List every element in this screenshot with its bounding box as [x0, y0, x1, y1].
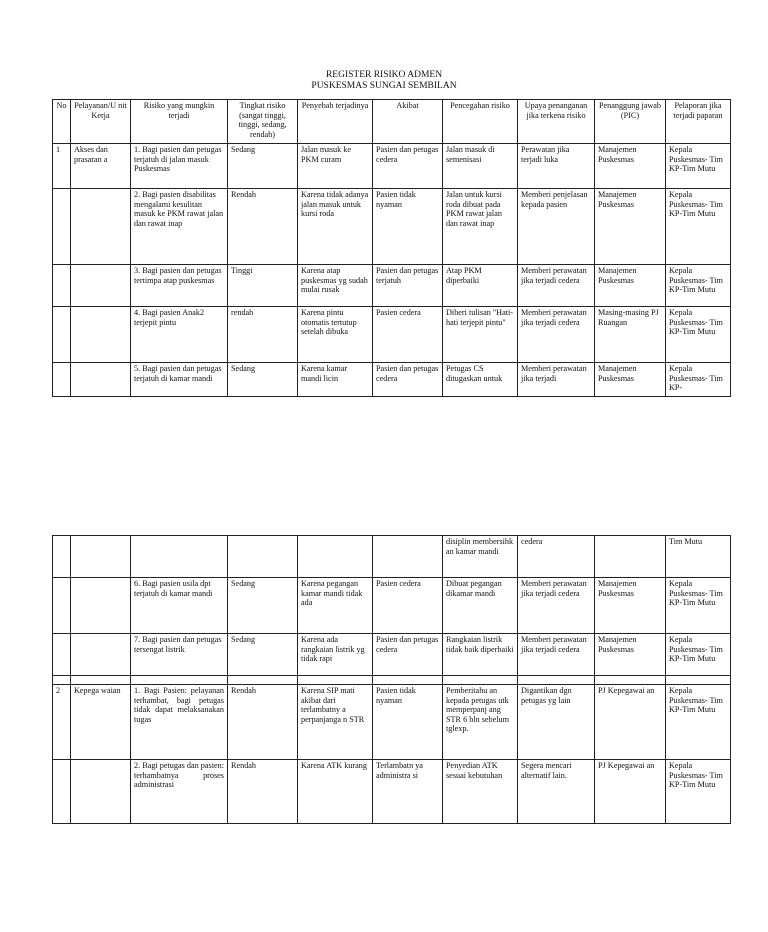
- prevention-cell: Dibuat pegangan dikamar mandi: [443, 578, 518, 634]
- prevention-cell: disiplin membersihk an kamar mandi: [443, 536, 518, 578]
- no-cell: [53, 307, 71, 363]
- no-cell: [53, 634, 71, 676]
- unit-cell: [71, 265, 131, 307]
- table-row-continued: [53, 536, 731, 578]
- unit-cell: [71, 536, 131, 578]
- table-row: [53, 189, 731, 265]
- header-unit: Pelayanan/U nit Kerja: [71, 100, 131, 144]
- empty-cell: [298, 676, 373, 685]
- pic-cell: Manajemen Puskesmas: [595, 265, 666, 307]
- prevention-cell: Pemberitahu an kepada petugas utk memperpanj ang STR 6 bln sebelum tglexp.: [443, 685, 518, 760]
- handling-cell: Memberi perawatan jika terjadi cedera: [518, 307, 595, 363]
- pic-cell: Manajemen Puskesmas: [595, 578, 666, 634]
- handling-cell: Memberi penjelasan kepada pasien: [518, 189, 595, 265]
- risk-cell: 1. Bagi pasien dan petugas terjatuh di jalan masuk Puskesmas: [131, 144, 228, 189]
- unit-cell: [71, 634, 131, 676]
- reporting-cell: Kepala Puskesmas- Tim KP-Tim Mutu: [666, 144, 731, 189]
- cause-cell: Karena atap puskesmas yg sudah mulai rusak: [298, 265, 373, 307]
- table-row: [53, 578, 731, 634]
- risk-cell: 2. Bagi petugas dan pasien: terhambatnya proses administrasi: [131, 760, 228, 824]
- risk-cell: 5. Bagi pasien dan petugas terjatuh di kamar mandi: [131, 363, 228, 397]
- risk-cell: 4. Bagi pasien Anak2 terjepit pintu: [131, 307, 228, 363]
- pic-cell: Manajemen Puskesmas: [595, 189, 666, 265]
- cause-cell: Karena ATK kurang: [298, 760, 373, 824]
- level-cell: Sedang: [228, 578, 298, 634]
- header-level: Tingkat risiko (sangat tinggi, tinggi, sedang, rendah): [228, 100, 298, 144]
- handling-cell: Perawatan jika terjadi luka: [518, 144, 595, 189]
- effect-cell: Pasien dan petugas cedera: [373, 634, 443, 676]
- table-row: [53, 634, 731, 676]
- empty-cell: [595, 676, 666, 685]
- cause-cell: Karena ada rangkaian listrik yg tidak rapi: [298, 634, 373, 676]
- pic-cell: PJ Kepegawai an: [595, 685, 666, 760]
- no-cell: [53, 578, 71, 634]
- no-cell: [53, 536, 71, 578]
- document-title: REGISTER RISIKO ADMEN: [325, 70, 443, 80]
- effect-cell: Terlambatn ya administra si: [373, 760, 443, 824]
- effect-cell: Pasien dan petugas terjatuh: [373, 265, 443, 307]
- handling-cell: cedera: [518, 536, 595, 578]
- header-effect: Akibat: [373, 100, 443, 144]
- no-cell: [53, 760, 71, 824]
- prevention-cell: Jalan untuk kursi roda dibuat pada PKM rawat jalan dan rawat inap: [443, 189, 518, 265]
- header-prevention: Pencegahan risiko: [443, 100, 518, 144]
- no-cell: [53, 265, 71, 307]
- unit-cell: [71, 363, 131, 397]
- reporting-cell: Kepala Puskesmas- Tim KP-Tim Mutu: [666, 685, 731, 760]
- cause-cell: Karena SIP mati akibat dari terlambatny a perpanjanga n STR: [298, 685, 373, 760]
- cause-cell: Karena pegangan kamar mandi tidak ada: [298, 578, 373, 634]
- prevention-cell: Jalan masuk di semenisasi: [443, 144, 518, 189]
- table-row: [53, 307, 731, 363]
- reporting-cell: Kepala Puskesmas- Tim KP-Tim Mutu: [666, 307, 731, 363]
- header-handling: Upaya penanganan jika terkena risiko: [518, 100, 595, 144]
- reporting-cell: Kepala Puskesmas- Tim KP-Tim Mutu: [666, 634, 731, 676]
- pic-cell: Manajemen Puskesmas: [595, 144, 666, 189]
- cause-cell: [298, 536, 373, 578]
- empty-cell: [131, 676, 228, 685]
- risk-cell: 1. Bagi Pasien: pelayanan terhambat, bagi petugas tidak dapat melaksanakan tugas: [131, 685, 228, 760]
- effect-cell: Pasien cedera: [373, 578, 443, 634]
- effect-cell: Pasien dan petugas cedera: [373, 363, 443, 397]
- effect-cell: Pasien cedera: [373, 307, 443, 363]
- cause-cell: Karena tidak adanya jalan masuk untuk kursi roda: [298, 189, 373, 265]
- prevention-cell: Atap PKM diperbaiki: [443, 265, 518, 307]
- prevention-cell: Rangkaian listrik tidak baik diperbaiki: [443, 634, 518, 676]
- no-cell: 2: [53, 685, 71, 760]
- empty-cell: [443, 676, 518, 685]
- handling-cell: Memberi perawatan jika terjadi cedera: [518, 634, 595, 676]
- table-row: [53, 144, 731, 189]
- level-cell: Rendah: [228, 685, 298, 760]
- unit-cell: Akses dan prasaran a: [71, 144, 131, 189]
- table-row: [53, 760, 731, 824]
- effect-cell: Pasien dan petugas cedera: [373, 144, 443, 189]
- unit-cell: [71, 189, 131, 265]
- level-cell: Sedang: [228, 144, 298, 189]
- document-subtitle: PUSKESMAS SUNGAI SEMBILAN: [311, 81, 457, 91]
- risk-cell: 7. Bagi pasien dan petugas tersengat listrik: [131, 634, 228, 676]
- reporting-cell: Kepala Puskesmas- Tim KP-Tim Mutu: [666, 265, 731, 307]
- prevention-cell: Diberi tulisan "Hati-hati terjepit pintu": [443, 307, 518, 363]
- effect-cell: Pasien tidak nyaman: [373, 685, 443, 760]
- header-risk: Risiko yang mungkin terjadi: [131, 100, 228, 144]
- table-row: [53, 685, 731, 760]
- risk-register-table-part2: [52, 535, 731, 824]
- unit-cell: [71, 578, 131, 634]
- pic-cell: Masing-masing PJ Ruangan: [595, 307, 666, 363]
- level-cell: rendah: [228, 307, 298, 363]
- cause-cell: Jalan masuk ke PKM curam: [298, 144, 373, 189]
- empty-cell: [518, 676, 595, 685]
- reporting-cell: Kepala Puskesmas- Tim KP-: [666, 363, 731, 397]
- header-cause: Penyebab terjadinya: [298, 100, 373, 144]
- level-cell: Sedang: [228, 363, 298, 397]
- effect-cell: [373, 536, 443, 578]
- handling-cell: Digantikan dgn petugas yg lain: [518, 685, 595, 760]
- reporting-cell: Kepala Puskesmas- Tim KP-Tim Mutu: [666, 578, 731, 634]
- empty-cell: [228, 676, 298, 685]
- pic-cell: Manajemen Puskesmas: [595, 363, 666, 397]
- unit-cell: [71, 760, 131, 824]
- level-cell: Rendah: [228, 189, 298, 265]
- risk-cell: 3. Bagi pasien dan petugas tertimpa atap puskesmas: [131, 265, 228, 307]
- no-cell: [53, 189, 71, 265]
- risk-cell: [131, 536, 228, 578]
- spacer-row: [53, 676, 731, 685]
- reporting-cell: Kepala Puskesmas- Tim KP-Tim Mutu: [666, 189, 731, 265]
- header-pic: Penanggung jawab (PIC): [595, 100, 666, 144]
- level-cell: Rendah: [228, 760, 298, 824]
- no-cell: 1: [53, 144, 71, 189]
- handling-cell: Segera mencari alternatif lain.: [518, 760, 595, 824]
- prevention-cell: Penyedian ATK sesuai kebutuhan: [443, 760, 518, 824]
- reporting-cell: Kepala Puskesmas- Tim KP-Tim Mutu: [666, 760, 731, 824]
- prevention-cell: Petugas CS ditugaskan untuk: [443, 363, 518, 397]
- risk-register-table-part1: [52, 99, 731, 397]
- unit-cell: [71, 307, 131, 363]
- level-cell: Sedang: [228, 634, 298, 676]
- level-cell: [228, 536, 298, 578]
- handling-cell: Memberi perawatan jika terjadi: [518, 363, 595, 397]
- empty-cell: [373, 676, 443, 685]
- pic-cell: [595, 536, 666, 578]
- header-no: No: [53, 100, 71, 144]
- empty-cell: [666, 676, 731, 685]
- effect-cell: Pasien tidak nyaman: [373, 189, 443, 265]
- empty-cell: [71, 676, 131, 685]
- risk-cell: 6. Bagi pasien usila dpt terjatuh di kamar mandi: [131, 578, 228, 634]
- table-row: [53, 265, 731, 307]
- cause-cell: Karena pintu otomatis tertutup setelah dibuka: [298, 307, 373, 363]
- handling-cell: Memberi perawatan jika terjadi cedera: [518, 578, 595, 634]
- no-cell: [53, 363, 71, 397]
- header-reporting: Pelaporan jika terjadi paparan: [666, 100, 731, 144]
- risk-cell: 2. Bagi pasien disabilitas mengalami kesulitan masuk ke PKM rawat jalan dan rawat inap: [131, 189, 228, 265]
- empty-cell: [53, 676, 71, 685]
- handling-cell: Memberi perawatan jika terjadi cedera: [518, 265, 595, 307]
- reporting-cell: Tim Mutu: [666, 536, 731, 578]
- level-cell: Tinggi: [228, 265, 298, 307]
- cause-cell: Karena kamar mandi licin: [298, 363, 373, 397]
- pic-cell: PJ Kepegawai an: [595, 760, 666, 824]
- pic-cell: Manajemen Puskesmas: [595, 634, 666, 676]
- unit-cell: Kepega waian: [71, 685, 131, 760]
- table-header-row: [53, 100, 731, 144]
- table-row: [53, 363, 731, 397]
